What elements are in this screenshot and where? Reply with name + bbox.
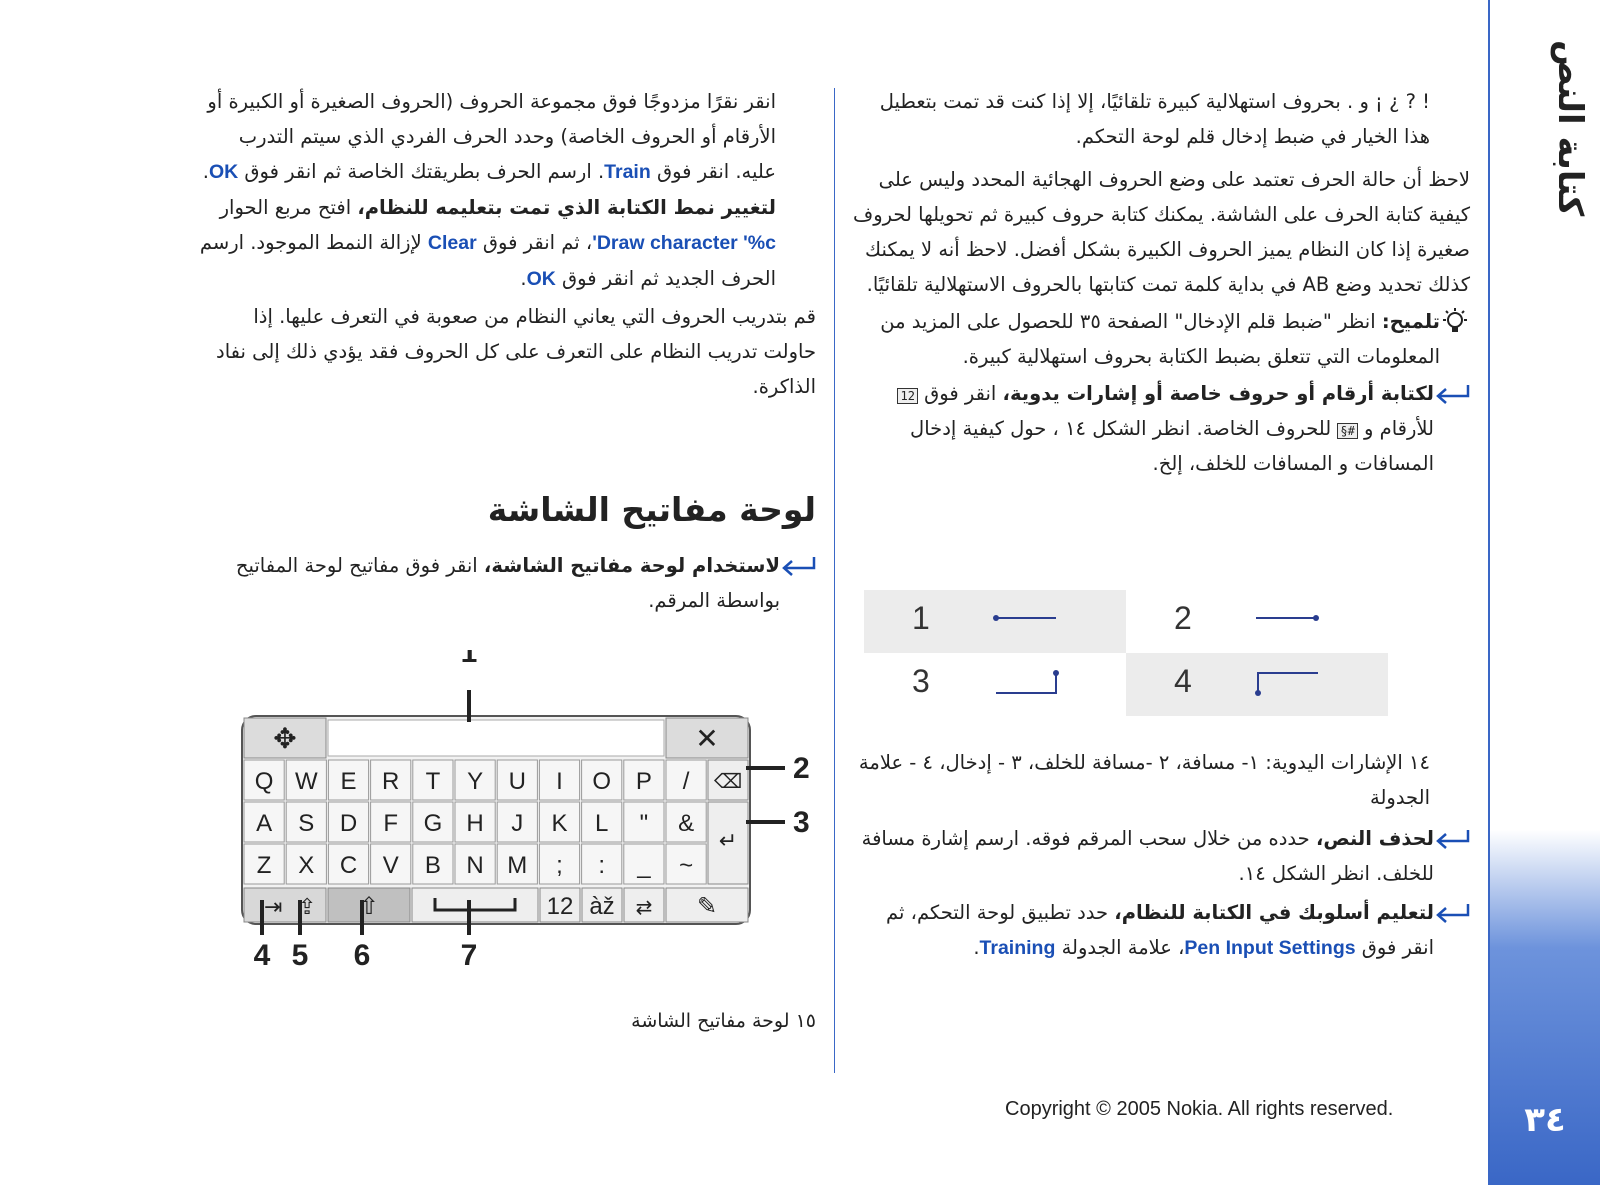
- note3-text-b: ، علامة الجدولة: [1061, 936, 1185, 959]
- note3-text-c: .: [973, 936, 980, 959]
- key-label: C: [339, 852, 358, 879]
- key-rows: [244, 760, 706, 884]
- return-arrow-icon: [1434, 901, 1470, 925]
- return-arrow-icon: [780, 554, 816, 578]
- keyboard-note-label: لاستخدام لوحة مفاتيح الشاشة،: [483, 554, 780, 577]
- key-label: I: [556, 768, 563, 795]
- note-screen-keyboard: [196, 548, 816, 618]
- key-label: V: [382, 852, 399, 879]
- key-label: S: [298, 810, 315, 837]
- key-label: L: [595, 810, 609, 837]
- tab-key-icon: ⇥: [264, 895, 283, 920]
- enter-icon: ↵: [718, 829, 738, 854]
- key-label: &: [678, 810, 695, 837]
- key-label: R: [382, 768, 400, 795]
- note1-text-c: للحروف الخاصة. انظر الشكل ١٤ ، حول كيفية إدخال المسافات و المسافات للخلف، إلخ.: [910, 417, 1434, 475]
- gesture-cell-4: [1126, 653, 1388, 716]
- key-label: G: [423, 810, 443, 837]
- clear-command: Clear: [427, 232, 477, 254]
- tip-block: [850, 304, 1470, 374]
- paragraph-capitals: ! ? ¿ ¡ و . بحروف استهلالية كبيرة تلقائيًا، إلا إذا كنت قد تمت بتعطيل هذا الخيار في ضبط إدخال قلم لوحة التحكم.: [879, 90, 1430, 148]
- key-label: Z: [256, 852, 272, 879]
- key-label: ~: [679, 852, 694, 879]
- callout-5: 5: [291, 939, 309, 972]
- note1-label: لكتابة أرقام أو حروف خاصة أو إشارات يدوية،: [1002, 382, 1434, 405]
- paragraph-train-tip: قم بتدريب الحروف التي يعاني النظام من صعوبة في التعرف عليها. إذا حاولت تدريب النظام على التعرف على كل الحروف فقد يؤدي ذلك إلى نفاد الذاكرة.: [216, 305, 816, 398]
- note2-text: حدده من خلال سحب المرقم فوقه. ارسم إشارة مسافة للخلف. انظر الشكل ١٤.: [861, 827, 1434, 885]
- key-label: W: [294, 768, 318, 795]
- key-label: X: [298, 852, 315, 879]
- paragraph-letter-case: لاحظ أن حالة الحرف تعتمد على وضع الحروف الهجائية المحدد وليس على كيفية كتابة الحرف على الشاشة. يمكنك كتابة حروف كبيرة ثم تحويلها لحروف صغيرة إذا كان النظام يميز الحروف الكبيرة بشكل أفضل. لاحظ أنه لا يمكنك كذلك تحديد وضع AB في بداية كلمة تمت كتابتها بالحروف الاستهلالية تلقائيًا.: [853, 168, 1470, 296]
- training-text-d: افتح مربع الحوار: [219, 196, 352, 219]
- pen-input-settings-link: Pen Input Settings: [1184, 937, 1356, 959]
- return-arrow-icon: [1434, 827, 1470, 851]
- lightbulb-icon: [1440, 307, 1470, 337]
- backspace-gesture-icon: [1246, 598, 1336, 638]
- ok-command: OK: [526, 268, 556, 290]
- gesture-cell-3: [864, 653, 1126, 716]
- note2-label: لحذف النص،: [1315, 827, 1434, 850]
- language-icon: ⇄: [635, 895, 653, 919]
- keyboard-note-text: انقر فوق مفاتيح لوحة المفاتيح بواسطة المرقم.: [235, 554, 780, 612]
- key-label: J: [511, 810, 524, 837]
- figure-14-caption-block: [850, 745, 1470, 966]
- key-label: O: [592, 768, 612, 795]
- section-heading: لوحة مفاتيح الشاشة: [487, 490, 816, 529]
- key-label: ": [639, 810, 649, 837]
- note-special-chars: [850, 376, 1470, 481]
- figure-15-caption: ١٥ لوحة مفاتيح الشاشة: [631, 1010, 816, 1032]
- key-label: P: [635, 768, 652, 795]
- gesture-cell-2: [1126, 590, 1388, 653]
- note3-label: لتعليم أسلوبك في الكتابة للنظام،: [1114, 901, 1434, 924]
- training-text-e: ، ثم انقر فوق: [482, 231, 593, 254]
- copyright-notice: Copyright © 2005 Nokia. All rights reserved.: [1005, 1098, 1394, 1120]
- screen-keyboard-diagram: [240, 650, 820, 1000]
- key-label: /: [682, 768, 690, 795]
- key-label: ;: [556, 852, 563, 879]
- ok-command: OK: [208, 161, 239, 183]
- training-text-f: لإزالة النمط الموجود. ارسم الحرف الجديد ثم انقر فوق: [199, 231, 776, 290]
- training-bold-text: لتغيير نمط الكتابة الذي تمت بتعليمه للنظام،: [357, 196, 776, 219]
- training-link: Training: [979, 937, 1056, 959]
- key-label: U: [508, 768, 526, 795]
- key-label: _: [637, 852, 651, 879]
- right-column: [850, 84, 1470, 481]
- shift-icon: ⇧: [358, 892, 380, 920]
- return-arrow-icon: [1434, 382, 1470, 406]
- draw-character-dialog: Draw character '%c': [592, 232, 776, 254]
- keyboard-input-field[interactable]: [328, 720, 664, 756]
- key-label: M: [507, 852, 528, 879]
- key-label: A: [256, 810, 273, 837]
- special-chars-key-icon: #§: [1337, 423, 1357, 439]
- callout-2: 2: [793, 752, 810, 785]
- key-label: E: [340, 768, 357, 795]
- key-label: D: [339, 810, 358, 837]
- note1-text-b: للأرقام و: [1364, 417, 1434, 440]
- tip-text: انظر "ضبط قلم الإدخال" الصفحة ٣٥ للحصول على المزيد من المعلومات التي تتعلق بضبط الكتابة بحروف استهلالية كبيرة.: [880, 310, 1440, 368]
- callout-6: 6: [353, 939, 371, 972]
- enter-gesture-icon: [984, 661, 1074, 701]
- note3-text-a: حدد تطبيق لوحة التحكم، ثم انقر فوق: [886, 901, 1434, 959]
- pen-icon: ✎: [696, 892, 718, 920]
- accents-key-label: àž: [589, 893, 615, 920]
- training-text-a: انقر نقرًا مزدوجًا فوق مجموعة الحروف (الحروف الصغيرة أو الكبيرة أو الأرقام أو الحروف الخاصة) وحدد الحرف الفردي الذي سيتم التدرب عليه. انقر فوق: [207, 90, 776, 183]
- caps-lock-icon: ⇪: [298, 895, 317, 920]
- key-label: T: [425, 768, 441, 795]
- backspace-icon: ⌫: [713, 769, 743, 793]
- callout-4: 4: [253, 939, 271, 972]
- key-label: Y: [467, 768, 484, 795]
- space-key[interactable]: [412, 888, 538, 922]
- section-title: كتابة النص: [1550, 40, 1590, 217]
- space-gesture-icon: [984, 598, 1074, 638]
- gesture-number: 2: [1174, 600, 1192, 636]
- gesture-number: 4: [1174, 663, 1192, 699]
- callout-1: 1: [460, 650, 478, 669]
- column-divider: [834, 88, 835, 1073]
- key-label: H: [466, 810, 484, 837]
- train-command: Train: [604, 161, 651, 183]
- key-label: B: [424, 852, 441, 879]
- note-delete-text: [850, 821, 1470, 891]
- figure-14-gestures: [880, 590, 1440, 715]
- training-text-b: . ارسم الحرف بطريقتك الخاصة ثم انقر فوق: [244, 160, 605, 183]
- tip-label: تلميح:: [1381, 310, 1440, 333]
- training-text-g: .: [520, 267, 527, 290]
- training-text-c: .: [202, 160, 209, 183]
- figure-15-screen-keyboard: [240, 650, 820, 1000]
- gesture-number: 3: [912, 663, 930, 699]
- key-label: K: [551, 810, 568, 837]
- figure-14-caption: ١٤ الإشارات اليدوية: ١- مسافة، ٢ -مسافة للخلف، ٣ - إدخال، ٤ - علامة الجدولة: [858, 751, 1430, 809]
- numbers-key-icon: 12: [897, 388, 917, 404]
- callout-3: 3: [793, 806, 810, 839]
- left-column: [196, 84, 816, 404]
- gesture-number: 1: [912, 600, 930, 636]
- move-icon: ✥: [273, 722, 297, 755]
- key-label: :: [598, 852, 606, 879]
- key-label: F: [383, 810, 399, 837]
- numbers-key-label: 12: [546, 893, 574, 920]
- page-number: ٣٤: [1524, 1100, 1566, 1140]
- gesture-cell-1: [864, 590, 1126, 653]
- callout-7: 7: [460, 939, 478, 972]
- tab-gesture-icon: [1246, 661, 1336, 701]
- paragraph-training: [196, 84, 816, 297]
- close-icon: ✕: [695, 722, 719, 755]
- key-label: Q: [254, 768, 274, 795]
- note1-text-a: انقر فوق: [924, 382, 997, 405]
- note-training: [850, 895, 1470, 966]
- key-label: N: [466, 852, 484, 879]
